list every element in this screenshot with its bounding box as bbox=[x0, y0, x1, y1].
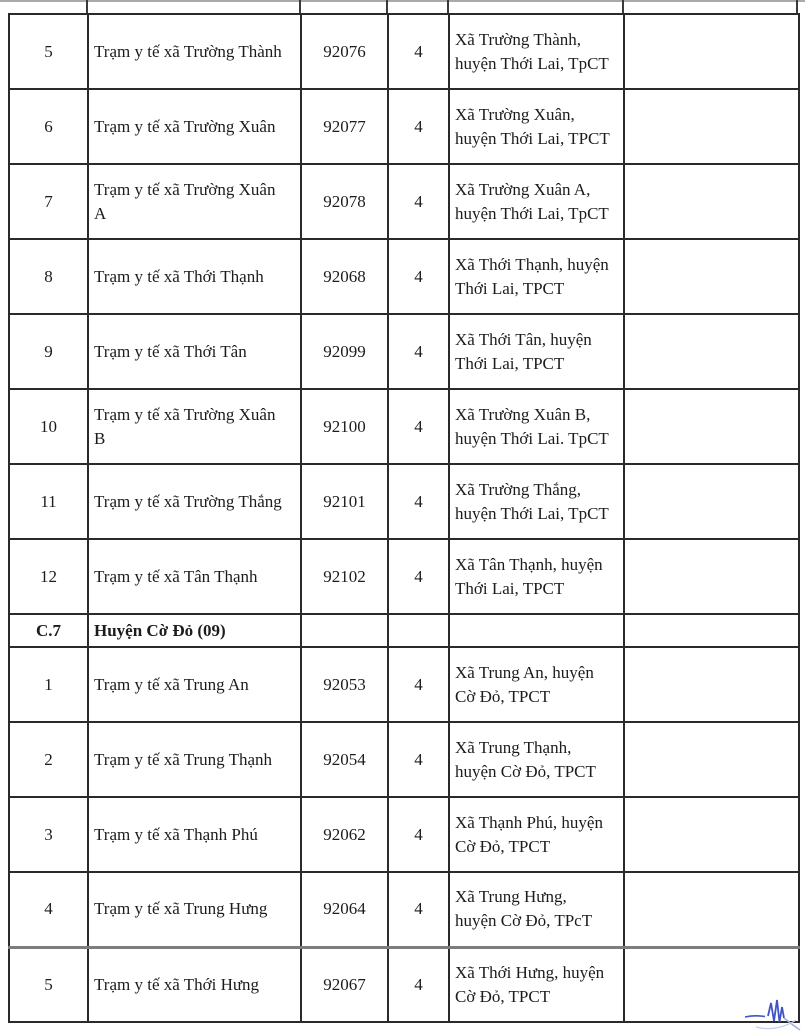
row-number-cell: 2 bbox=[9, 722, 88, 797]
facility-name-cell bbox=[88, 797, 301, 872]
health-station-table bbox=[8, 13, 800, 1023]
address-cell bbox=[449, 872, 624, 947]
level-cell: 4 bbox=[388, 164, 449, 239]
facility-code-cell: 92102 bbox=[301, 539, 388, 614]
facility-code-cell: 92076 bbox=[301, 14, 388, 89]
facility-name-cell-text: Trạm y tế xã Thới Tân bbox=[94, 341, 247, 361]
facility-code-cell: 92101 bbox=[301, 464, 388, 539]
note-cell bbox=[624, 614, 799, 647]
table-body bbox=[9, 14, 799, 1022]
section-title-cell: Huyện Cờ Đỏ (09) bbox=[88, 614, 301, 647]
row-number-cell: 1 bbox=[9, 647, 88, 722]
level-cell: 4 bbox=[388, 464, 449, 539]
address-cell bbox=[449, 164, 624, 239]
facility-name-cell-text: Trạm y tế xã Trung An bbox=[94, 674, 249, 694]
address-cell bbox=[449, 539, 624, 614]
address-cell bbox=[449, 722, 624, 797]
facility-code-cell: 92099 bbox=[301, 314, 388, 389]
facility-name-cell-text: Trạm y tế xã Trường Xuân bbox=[94, 116, 276, 136]
row-number-cell: 4 bbox=[9, 872, 88, 947]
note-cell bbox=[624, 89, 799, 164]
address-cell bbox=[449, 389, 624, 464]
facility-code-cell: 92054 bbox=[301, 722, 388, 797]
row-number-cell: 6 bbox=[9, 89, 88, 164]
row-number-cell: 5 bbox=[9, 947, 88, 1022]
row-number-cell: 11 bbox=[9, 464, 88, 539]
table-row bbox=[9, 464, 799, 539]
table-row bbox=[9, 314, 799, 389]
address-cell-text: Xã Trung Hưng, huyện Cờ Đỏ, TPcT bbox=[455, 887, 593, 931]
row-number-cell: 3 bbox=[9, 797, 88, 872]
note-cell bbox=[624, 722, 799, 797]
address-cell-text: Xã Thạnh Phú, huyện Cờ Đỏ, TPCT bbox=[455, 812, 603, 856]
address-cell-text: Xã Tân Thạnh, huyện Thới Lai, TPCT bbox=[455, 554, 603, 598]
facility-code-cell: 92100 bbox=[301, 389, 388, 464]
table-row bbox=[9, 239, 799, 314]
note-cell bbox=[624, 239, 799, 314]
level-cell: 4 bbox=[388, 14, 449, 89]
address-cell-text: Xã Trung An, huyện Cờ Đỏ, TPCT bbox=[455, 662, 594, 706]
address-cell-text: Xã Thới Thạnh, huyện Thới Lai, TPCT bbox=[455, 254, 609, 298]
facility-name-cell bbox=[88, 722, 301, 797]
table-row bbox=[9, 722, 799, 797]
facility-name-cell-text: Trạm y tế xã Trường Thành bbox=[94, 41, 282, 61]
code-cell bbox=[301, 614, 388, 647]
facility-name-cell bbox=[88, 539, 301, 614]
address-cell bbox=[449, 647, 624, 722]
facility-name-cell bbox=[88, 464, 301, 539]
table-row bbox=[9, 89, 799, 164]
page-crop-artifact-line bbox=[0, 0, 805, 2]
facility-code-cell: 92068 bbox=[301, 239, 388, 314]
signature-scribble-icon bbox=[744, 996, 804, 1033]
address-cell bbox=[449, 239, 624, 314]
facility-code-cell: 92062 bbox=[301, 797, 388, 872]
column-border-stub bbox=[386, 0, 388, 13]
facility-code-cell: 92064 bbox=[301, 872, 388, 947]
address-cell bbox=[449, 89, 624, 164]
note-cell bbox=[624, 14, 799, 89]
note-cell bbox=[624, 647, 799, 722]
row-number-cell: 9 bbox=[9, 314, 88, 389]
row-number-cell: 10 bbox=[9, 389, 88, 464]
address-cell-text: Xã Trường Thành, huyện Thới Lai, TpCT bbox=[455, 29, 609, 73]
note-cell bbox=[624, 797, 799, 872]
table-row bbox=[9, 797, 799, 872]
table-row bbox=[9, 539, 799, 614]
facility-name-cell-text: Trạm y tế xã Thạnh Phú bbox=[94, 824, 258, 844]
facility-name-cell bbox=[88, 164, 301, 239]
facility-name-cell bbox=[88, 389, 301, 464]
row-number-cell: 5 bbox=[9, 14, 88, 89]
level-cell: 4 bbox=[388, 797, 449, 872]
note-cell bbox=[624, 539, 799, 614]
table-row bbox=[9, 389, 799, 464]
column-border-stub bbox=[86, 0, 88, 13]
section-number-cell: C.7 bbox=[9, 614, 88, 647]
note-cell bbox=[624, 389, 799, 464]
address-cell-text: Xã Thới Hưng, huyện Cờ Đỏ, TPCT bbox=[455, 962, 605, 1006]
facility-name-cell bbox=[88, 872, 301, 947]
address-cell bbox=[449, 14, 624, 89]
address-cell-text: Xã Trường Xuân B, huyện Thới Lai. TpCT bbox=[455, 404, 609, 448]
address-cell-text: Xã Trung Thạnh, huyện Cờ Đỏ, TPCT bbox=[455, 737, 596, 781]
column-border-stub bbox=[622, 0, 624, 13]
facility-name-cell-text: Trạm y tế xã Thới Thạnh bbox=[94, 266, 264, 286]
facility-name-cell bbox=[88, 947, 301, 1022]
address-cell bbox=[449, 614, 624, 647]
facility-name-cell bbox=[88, 14, 301, 89]
level-cell: 4 bbox=[388, 722, 449, 797]
address-cell bbox=[449, 314, 624, 389]
section-header-row bbox=[9, 614, 799, 647]
address-cell-text: Xã Trường Xuân A, huyện Thới Lai, TpCT bbox=[455, 179, 609, 223]
address-cell bbox=[449, 947, 624, 1022]
note-cell bbox=[624, 314, 799, 389]
address-cell bbox=[449, 797, 624, 872]
note-cell bbox=[624, 164, 799, 239]
table-row bbox=[9, 872, 799, 947]
row-number-cell: 7 bbox=[9, 164, 88, 239]
table-row bbox=[9, 647, 799, 722]
facility-name-cell bbox=[88, 239, 301, 314]
table-row bbox=[9, 14, 799, 89]
facility-name-cell-text: Trạm y tế xã Trường Xuân A bbox=[94, 179, 276, 223]
facility-name-cell-text: Trạm y tế xã Trường Thắng bbox=[94, 491, 282, 511]
facility-code-cell: 92053 bbox=[301, 647, 388, 722]
level-cell: 4 bbox=[388, 89, 449, 164]
column-border-stub bbox=[447, 0, 449, 13]
facility-name-cell-text: Trạm y tế xã Trung Thạnh bbox=[94, 749, 273, 769]
column-border-stub bbox=[796, 0, 798, 13]
note-cell bbox=[624, 464, 799, 539]
facility-code-cell: 92077 bbox=[301, 89, 388, 164]
level-cell: 4 bbox=[388, 389, 449, 464]
level-cell: 4 bbox=[388, 239, 449, 314]
column-border-stub bbox=[299, 0, 301, 13]
level-cell: 4 bbox=[388, 647, 449, 722]
facility-code-cell: 92067 bbox=[301, 947, 388, 1022]
note-cell bbox=[624, 872, 799, 947]
level-cell: 4 bbox=[388, 947, 449, 1022]
facility-name-cell bbox=[88, 314, 301, 389]
address-cell-text: Xã Trường Thắng, huyện Thới Lai, TpCT bbox=[455, 479, 609, 523]
facility-name-cell-text: Trạm y tế xã Tân Thạnh bbox=[94, 566, 258, 586]
table-row bbox=[9, 947, 799, 1022]
facility-name-cell-text: Trạm y tế xã Trung Hưng bbox=[94, 899, 268, 919]
row-number-cell: 8 bbox=[9, 239, 88, 314]
address-cell bbox=[449, 464, 624, 539]
row-number-cell: 12 bbox=[9, 539, 88, 614]
level-cell: 4 bbox=[388, 314, 449, 389]
facility-name-cell-text: Trạm y tế xã Thới Hưng bbox=[94, 974, 260, 994]
address-cell-text: Xã Thới Tân, huyện Thới Lai, TPCT bbox=[455, 329, 592, 373]
facility-name-cell-text: Trạm y tế xã Trường Xuân B bbox=[94, 404, 276, 448]
facility-name-cell bbox=[88, 647, 301, 722]
level-cell bbox=[388, 614, 449, 647]
table-row bbox=[9, 164, 799, 239]
address-cell-text: Xã Trường Xuân, huyện Thới Lai, TPCT bbox=[455, 104, 610, 148]
level-cell: 4 bbox=[388, 872, 449, 947]
facility-name-cell bbox=[88, 89, 301, 164]
facility-code-cell: 92078 bbox=[301, 164, 388, 239]
level-cell: 4 bbox=[388, 539, 449, 614]
